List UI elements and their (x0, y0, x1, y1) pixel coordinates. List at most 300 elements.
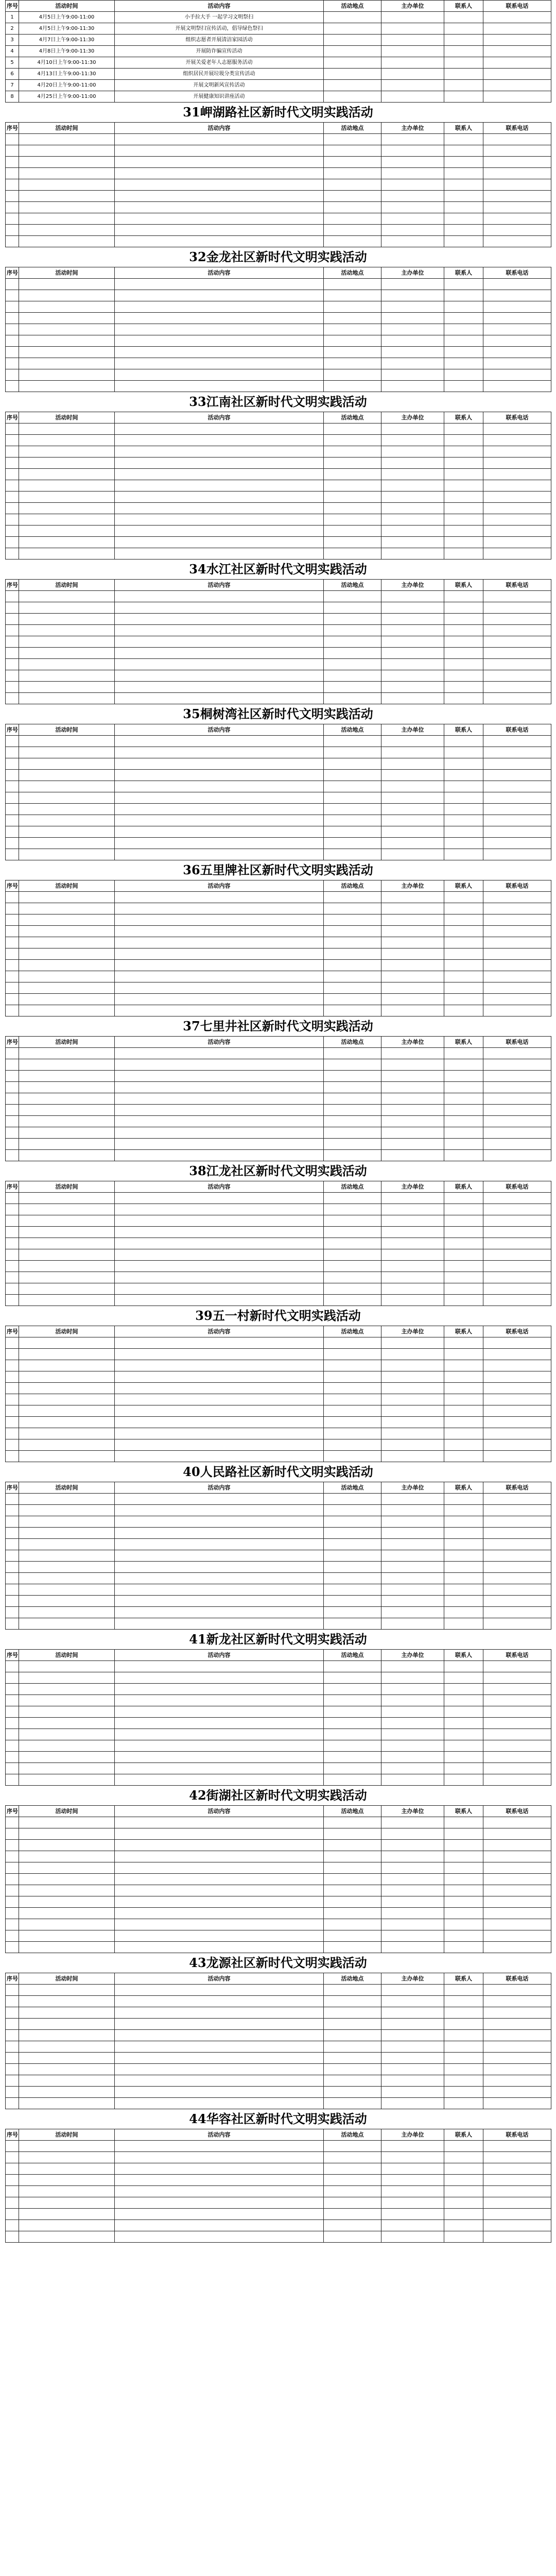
cell-content (115, 892, 324, 903)
cell-time (19, 1082, 115, 1093)
table-row (6, 57, 551, 69)
table-row (6, 213, 551, 225)
cell-person (444, 46, 483, 57)
cell-person (444, 1249, 483, 1261)
cell-person (444, 324, 483, 335)
cell-content (115, 537, 324, 548)
cell-person (444, 1283, 483, 1295)
column-header: 主办单位 (381, 1326, 444, 1337)
cell-unit (381, 1428, 444, 1439)
cell-place (324, 1059, 381, 1071)
cell-person (444, 1607, 483, 1618)
cell-unit (381, 1005, 444, 1016)
cell-no (6, 948, 19, 960)
cell-unit (381, 324, 444, 335)
cell-content (115, 1528, 324, 1539)
cell-unit (381, 145, 444, 157)
table-row (6, 1451, 551, 1462)
cell-no (6, 670, 19, 682)
cell-person (444, 2163, 483, 2175)
cell-person (444, 1584, 483, 1596)
cell-place (324, 301, 381, 313)
cell-person (444, 480, 483, 492)
table-row (6, 1618, 551, 1630)
cell-person (444, 1718, 483, 1729)
cell-time (19, 1874, 115, 1885)
cell-person (444, 191, 483, 202)
cell-time (19, 526, 115, 537)
cell-phone (483, 1261, 551, 1272)
cell-place (324, 335, 381, 347)
cell-unit (381, 134, 444, 145)
cell-person (444, 770, 483, 781)
cell-content (115, 2087, 324, 2098)
cell-place (324, 1428, 381, 1439)
table-row (6, 1607, 551, 1618)
table-row (6, 514, 551, 526)
cell-place (324, 157, 381, 168)
cell-phone (483, 236, 551, 247)
cell-place (324, 1774, 381, 1786)
cell-content (115, 1896, 324, 1908)
cell-phone (483, 914, 551, 926)
section-title: 32金龙社区新时代文明实践活动 (189, 249, 367, 264)
cell-unit (381, 693, 444, 704)
cell-phone (483, 1116, 551, 1127)
cell-no (6, 1261, 19, 1272)
cell-no (6, 1840, 19, 1851)
cell-person (444, 2041, 483, 2053)
cell-time (19, 279, 115, 290)
cell-no (6, 548, 19, 560)
table-row (6, 648, 551, 659)
table-header-row (6, 1482, 551, 1494)
cell-place (324, 804, 381, 815)
cell-content (115, 1360, 324, 1371)
cell-phone (483, 1071, 551, 1082)
cell-time (19, 2175, 115, 2186)
cell-person (444, 815, 483, 826)
cell-content (115, 2186, 324, 2197)
cell-place (324, 1718, 381, 1729)
cell-phone (483, 1337, 551, 1349)
cell-place (324, 213, 381, 225)
table-row (6, 1930, 551, 1942)
cell-content (115, 849, 324, 860)
cell-content (115, 480, 324, 492)
cell-unit (381, 1672, 444, 1684)
cell-phone (483, 770, 551, 781)
column-header: 主办单位 (381, 1, 444, 12)
cell-no (6, 1249, 19, 1261)
cell-unit (381, 1417, 444, 1428)
section-title: 36五里牌社区新时代文明实践活动 (183, 862, 373, 877)
table-row (6, 457, 551, 469)
cell-content (115, 1261, 324, 1272)
table-row (6, 591, 551, 602)
cell-unit (381, 2175, 444, 2186)
cell-no (6, 1763, 19, 1774)
cell-time (19, 614, 115, 625)
cell-no (6, 838, 19, 849)
column-header: 活动地点 (324, 2129, 381, 2141)
cell-content (115, 948, 324, 960)
cell-time (19, 1528, 115, 1539)
cell-phone (483, 2007, 551, 2019)
cell-time (19, 2231, 115, 2243)
cell-person (444, 290, 483, 301)
table-row (6, 960, 551, 971)
cell-no (6, 1908, 19, 1919)
column-header: 联系电话 (483, 1326, 551, 1337)
cell-time (19, 1942, 115, 1953)
cell-unit (381, 937, 444, 948)
cell-no (6, 1851, 19, 1862)
cell-no (6, 994, 19, 1005)
table-row (6, 1752, 551, 1763)
cell-person (444, 971, 483, 982)
cell-time (19, 548, 115, 560)
cell-place (324, 1371, 381, 1383)
cell-time (19, 1360, 115, 1371)
cell-place (324, 770, 381, 781)
cell-no (6, 313, 19, 324)
cell-person (444, 1005, 483, 1016)
cell-time (19, 1371, 115, 1383)
cell-content (115, 1139, 324, 1150)
table-row (6, 1985, 551, 1996)
cell-time (19, 815, 115, 826)
cell-content (115, 313, 324, 324)
cell-person (444, 2141, 483, 2152)
cell-unit (381, 2053, 444, 2064)
cell-no (6, 1706, 19, 1718)
cell-place (324, 602, 381, 614)
cell-time (19, 1249, 115, 1261)
cell-phone (483, 279, 551, 290)
cell-content (115, 168, 324, 179)
cell-no (6, 1238, 19, 1249)
cell-unit (381, 682, 444, 693)
cell-place (324, 1930, 381, 1942)
table-row (6, 381, 551, 392)
cell-unit (381, 1337, 444, 1349)
cell-time (19, 2007, 115, 2019)
section-title: 34水江社区新时代文明实践活动 (189, 562, 367, 577)
cell-time (19, 804, 115, 815)
cell-unit (381, 1919, 444, 1930)
cell-person (444, 602, 483, 614)
cell-place (324, 1828, 381, 1840)
schedule-table (5, 1649, 551, 1786)
cell-no (6, 2220, 19, 2231)
cell-person (444, 1371, 483, 1383)
cell-phone (483, 1093, 551, 1105)
cell-content: 开展关爱老年人志愿服务活动 (115, 57, 324, 69)
section-title: 42街湖社区新时代文明实践活动 (189, 1788, 367, 1803)
column-header: 活动地点 (324, 1181, 381, 1193)
cell-place (324, 1885, 381, 1896)
cell-no (6, 290, 19, 301)
schedule-table (5, 1181, 551, 1306)
cell-person (444, 1417, 483, 1428)
cell-time (19, 2075, 115, 2087)
cell-person (444, 1516, 483, 1528)
cell-phone (483, 670, 551, 682)
cell-place (324, 914, 381, 926)
column-header: 活动地点 (324, 267, 381, 279)
table-row (6, 815, 551, 826)
column-header: 序号 (6, 580, 19, 591)
cell-unit (381, 1238, 444, 1249)
cell-phone (483, 80, 551, 91)
cell-person (444, 1139, 483, 1150)
cell-phone (483, 1817, 551, 1828)
table-row (6, 1528, 551, 1539)
cell-place (324, 1919, 381, 1930)
cell-content (115, 1607, 324, 1618)
cell-person (444, 659, 483, 670)
column-header: 主办单位 (381, 1181, 444, 1193)
cell-place (324, 2220, 381, 2231)
cell-phone (483, 1718, 551, 1729)
cell-time (19, 1817, 115, 1828)
cell-no (6, 1405, 19, 1417)
cell-content (115, 1817, 324, 1828)
cell-place (324, 2152, 381, 2163)
cell-phone (483, 1215, 551, 1227)
cell-time (19, 838, 115, 849)
cell-phone (483, 1672, 551, 1684)
cell-content (115, 369, 324, 381)
table-row (6, 792, 551, 804)
cell-time (19, 1405, 115, 1417)
cell-no (6, 1584, 19, 1596)
cell-unit (381, 202, 444, 213)
table-row (6, 892, 551, 903)
cell-unit (381, 1383, 444, 1394)
cell-no (6, 1618, 19, 1630)
cell-content (115, 2197, 324, 2209)
column-header: 活动地点 (324, 412, 381, 423)
cell-no (6, 648, 19, 659)
cell-unit (381, 849, 444, 860)
cell-no (6, 2197, 19, 2209)
cell-time: 4月8日上午9:00-11:30 (19, 46, 115, 57)
cell-no (6, 625, 19, 636)
cell-person (444, 892, 483, 903)
cell-no (6, 446, 19, 457)
cell-unit (381, 1059, 444, 1071)
cell-no (6, 1349, 19, 1360)
cell-time (19, 1494, 115, 1505)
schedule-table (5, 2129, 551, 2243)
cell-content (115, 994, 324, 1005)
cell-time (19, 1227, 115, 1238)
column-header: 活动地点 (324, 1650, 381, 1661)
cell-no (6, 1752, 19, 1763)
cell-phone (483, 926, 551, 937)
cell-no (6, 2163, 19, 2175)
table-row (6, 537, 551, 548)
cell-unit (381, 2064, 444, 2075)
cell-phone (483, 747, 551, 758)
cell-unit (381, 279, 444, 290)
cell-content (115, 826, 324, 838)
cell-phone (483, 191, 551, 202)
table-row (6, 1093, 551, 1105)
cell-phone (483, 682, 551, 693)
cell-phone (483, 1048, 551, 1059)
table-row (6, 503, 551, 514)
table-row (6, 1706, 551, 1718)
cell-content: 开展文明祭扫宣传活动，倡导绿色祭扫 (115, 23, 324, 35)
column-header: 序号 (6, 1, 19, 12)
cell-place (324, 736, 381, 747)
cell-no: 2 (6, 23, 19, 35)
cell-phone (483, 381, 551, 392)
cell-person (444, 145, 483, 157)
cell-time (19, 1550, 115, 1562)
cell-person (444, 301, 483, 313)
cell-phone (483, 849, 551, 860)
cell-time (19, 1093, 115, 1105)
cell-content (115, 1550, 324, 1562)
cell-no (6, 736, 19, 747)
cell-phone (483, 1919, 551, 1930)
table-row (6, 2163, 551, 2175)
section-title: 33江南社区新时代文明实践活动 (189, 394, 367, 409)
cell-no (6, 492, 19, 503)
cell-content (115, 145, 324, 157)
cell-person (444, 1908, 483, 1919)
cell-content: 开展防诈骗宣传活动 (115, 46, 324, 57)
cell-time (19, 213, 115, 225)
cell-place (324, 1283, 381, 1295)
cell-no (6, 2075, 19, 2087)
cell-time (19, 1261, 115, 1272)
cell-content (115, 1193, 324, 1204)
cell-no (6, 1093, 19, 1105)
table-row (6, 2231, 551, 2243)
column-header: 活动时间 (19, 1806, 115, 1817)
table-row (6, 736, 551, 747)
cell-time (19, 1337, 115, 1349)
cell-unit (381, 1127, 444, 1139)
column-header: 活动时间 (19, 1, 115, 12)
cell-unit (381, 1439, 444, 1451)
cell-time (19, 435, 115, 446)
cell-time (19, 994, 115, 1005)
cell-content (115, 1093, 324, 1105)
cell-person (444, 1828, 483, 1840)
table-row (6, 770, 551, 781)
cell-no (6, 1116, 19, 1127)
cell-unit (381, 1862, 444, 1874)
cell-content (115, 2141, 324, 2152)
cell-phone (483, 948, 551, 960)
cell-time (19, 948, 115, 960)
cell-time: 4月7日上午9:00-11:30 (19, 35, 115, 46)
cell-time (19, 457, 115, 469)
schedule-table (5, 579, 551, 704)
cell-phone (483, 91, 551, 103)
cell-person (444, 1596, 483, 1607)
cell-person (444, 838, 483, 849)
table-row (6, 903, 551, 914)
cell-person (444, 648, 483, 659)
cell-time (19, 446, 115, 457)
section-title: 38江龙社区新时代文明实践活动 (189, 1163, 367, 1178)
table-row (6, 301, 551, 313)
column-header: 联系电话 (483, 123, 551, 134)
cell-place (324, 614, 381, 625)
table-row (6, 2087, 551, 2098)
cell-no (6, 279, 19, 290)
column-header: 活动内容 (115, 724, 324, 736)
cell-time (19, 1283, 115, 1295)
cell-person (444, 1150, 483, 1161)
cell-content (115, 225, 324, 236)
table-row (6, 2152, 551, 2163)
cell-person (444, 2053, 483, 2064)
cell-time (19, 648, 115, 659)
cell-person (444, 926, 483, 937)
cell-time (19, 157, 115, 168)
cell-phone (483, 1249, 551, 1261)
cell-content (115, 1337, 324, 1349)
cell-phone (483, 758, 551, 770)
table-header-row (6, 1650, 551, 1661)
cell-place (324, 1996, 381, 2007)
table-header-row (6, 724, 551, 736)
cell-content (115, 2175, 324, 2186)
cell-no (6, 1005, 19, 1016)
cell-time (19, 2197, 115, 2209)
cell-phone (483, 1584, 551, 1596)
cell-person (444, 157, 483, 168)
cell-unit (381, 2075, 444, 2087)
section-title: 44华容社区新时代文明实践活动 (189, 2111, 367, 2126)
cell-no (6, 2175, 19, 2186)
cell-no (6, 1562, 19, 1573)
cell-phone (483, 1774, 551, 1786)
cell-time (19, 335, 115, 347)
cell-place (324, 1204, 381, 1215)
cell-person (444, 1996, 483, 2007)
cell-no (6, 1550, 19, 1562)
cell-time (19, 1562, 115, 1573)
cell-no (6, 2007, 19, 2019)
cell-place (324, 423, 381, 435)
cell-unit (381, 591, 444, 602)
cell-content (115, 2098, 324, 2109)
cell-time (19, 781, 115, 792)
cell-time (19, 682, 115, 693)
table-row (6, 46, 551, 57)
cell-place (324, 1596, 381, 1607)
cell-phone (483, 1840, 551, 1851)
cell-time (19, 1840, 115, 1851)
cell-time (19, 914, 115, 926)
cell-content (115, 792, 324, 804)
column-header: 活动时间 (19, 1181, 115, 1193)
cell-person (444, 537, 483, 548)
cell-person (444, 1528, 483, 1539)
cell-unit (381, 758, 444, 770)
cell-place (324, 91, 381, 103)
table-row (6, 1494, 551, 1505)
